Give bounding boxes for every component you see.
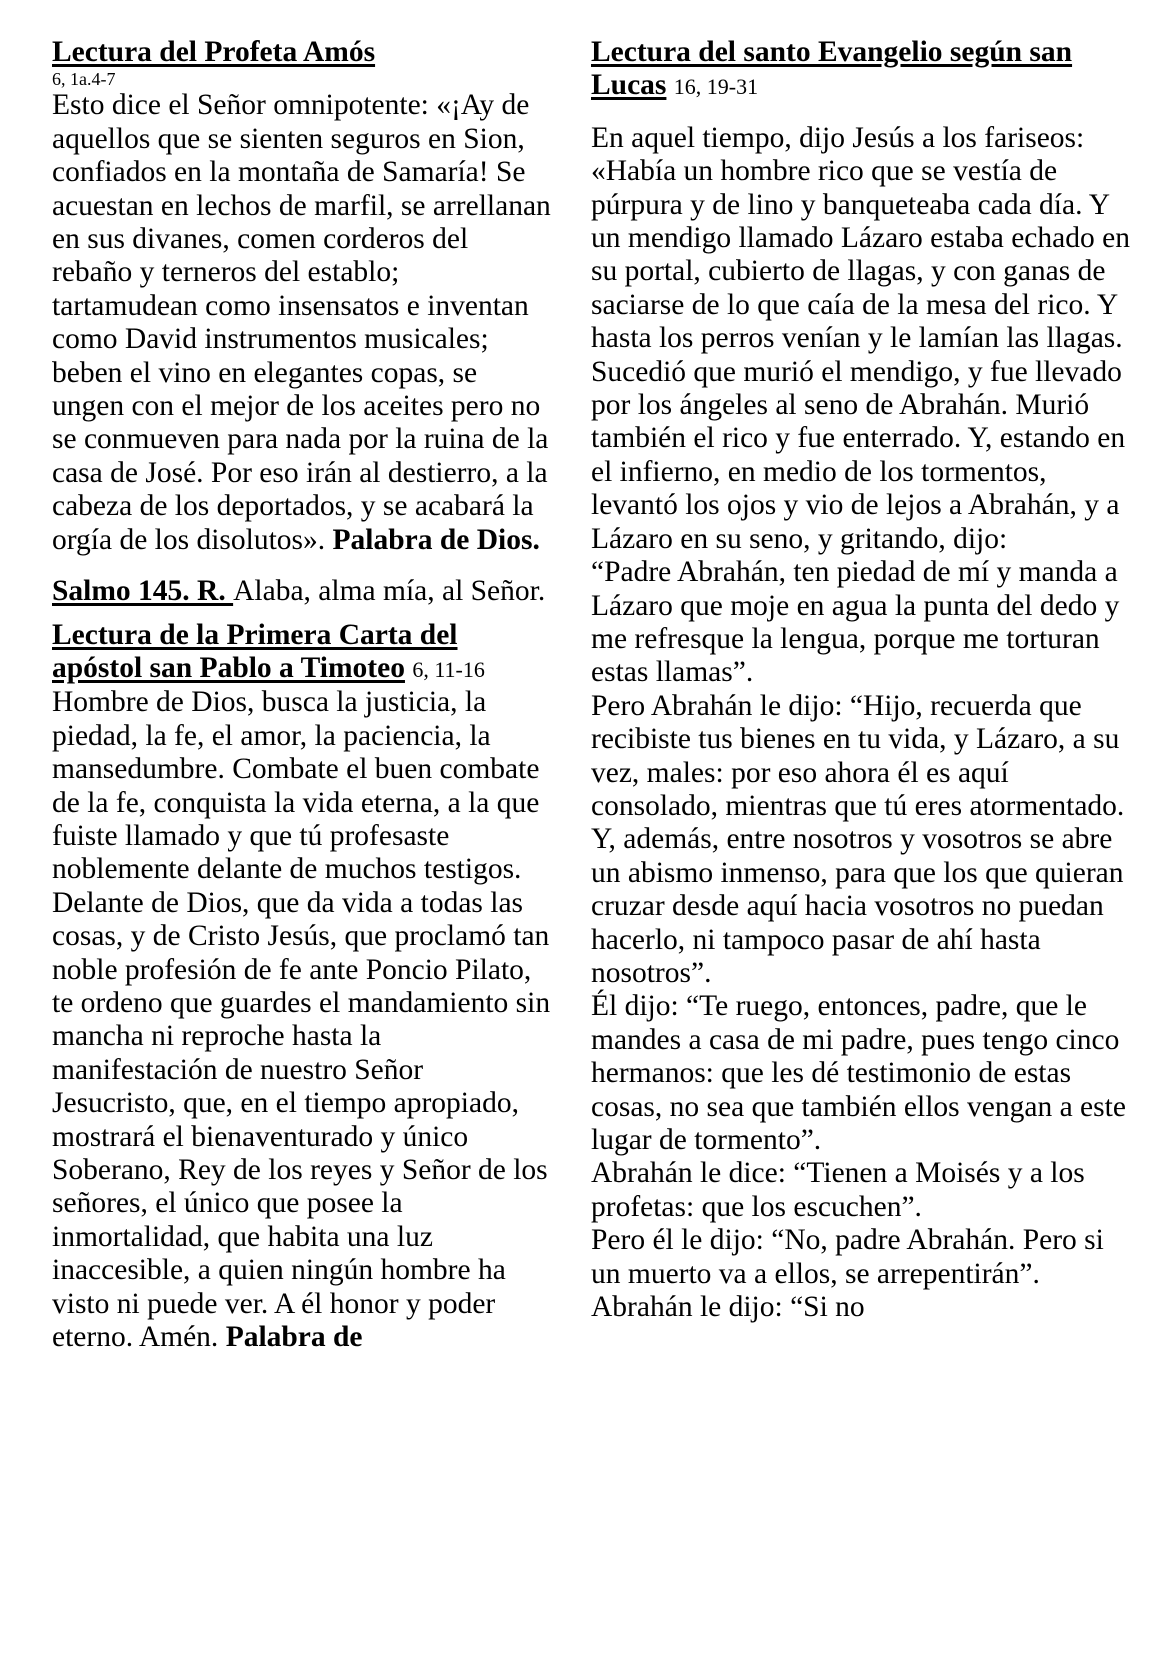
left-column bbox=[52, 36, 552, 1354]
psalm-block bbox=[52, 575, 552, 608]
gospel-paragraph: Abrahán le dice: “Tienen a Moisés y a los profetas: que los escuchen”. bbox=[591, 1157, 1085, 1223]
reading2-title: Lectura de la Primera Carta del apóstol san Pablo a Timoteo bbox=[52, 618, 458, 684]
gospel-paragraph: Sucedió que murió el mendigo, y fue llevado por los ángeles al seno de Abrahán. Murió también el rico y fue enterrado. Y, estando en el infierno, en medio de los tormentos, levantó los ojos y vio de lejos a Abrahán, y a Lázaro en su seno, y gritando, dijo: bbox=[591, 355, 1126, 555]
gospel-reference: 16, 19-31 bbox=[673, 74, 759, 100]
gospel-paragraph: Pero Abrahán le dijo: “Hijo, recuerda que recibiste tus bienes en tu vida, y Lázaro, a su vez, males: por eso ahora él es aquí consolado, mientras que tú eres atormentado. Y, además, entre nosotros y vosotros se abre un abismo inmenso, para que los que quieran cruzar desde aquí hacia vosotros no puedan hacerlo, ni tampoco pasar de ahí hasta nosotros”. bbox=[591, 689, 1125, 989]
gospel-paragraph: En aquel tiempo, dijo Jesús a los fariseos: «Había un hombre rico que se vestía de púrpura y de lino y banqueteaba cada día. Y un mendigo llamado Lázaro estaba echado en su portal, cubierto de llagas, y con ganas de saciarse de lo que caía de la mesa del rico. Y hasta los perros venían y le lamían las llagas. bbox=[591, 121, 1130, 355]
right-column bbox=[591, 36, 1131, 1324]
reading1-closing: Palabra de Dios. bbox=[332, 523, 540, 556]
gospel-paragraph: Pero él le dijo: “No, padre Abrahán. Pero si un muerto va a ellos, se arrepentirán”. Abrahán le dijo: “Si no bbox=[591, 1224, 1104, 1324]
reading2-reference: 6, 11-16 bbox=[412, 656, 485, 682]
psalm-response: Alaba, alma mía, al Señor. bbox=[233, 575, 546, 608]
reading1-reference: 6, 1a.4-7 bbox=[52, 69, 116, 90]
psalm-title: Salmo 145. R. bbox=[52, 575, 234, 608]
reading1-text: Esto dice el Señor omnipotente: «¡Ay de aquellos que se sienten seguros en Sion, confiados en la montaña de Samaría! Se acuestan en lechos de marfil, se arrellanan en sus divanes, comen corderos del rebaño y terneros del establo; tartamudean como insensatos e inventan como David instrumentos musicales; beben el vino en elegantes copas, se ungen con el mejor de los aceites pero no se conmueven para nada por la ruina de la casa de José. Por eso irán al destierro, a la cabeza de los deportados, y se acabará la orgía de los disolutos». bbox=[52, 89, 551, 556]
gospel-title: Lectura del santo Evangelio según san Lucas bbox=[591, 36, 1073, 102]
gospel-heading bbox=[591, 36, 1131, 104]
reading1-title: Lectura del Profeta Amós bbox=[52, 36, 376, 68]
reading2-text: Hombre de Dios, busca la justicia, la piedad, la fe, el amor, la paciencia, la mansedumbre. Combate el buen combate de la fe, conquista la vida eterna, a la que fuiste llamado y que tú profesaste noblemente delante de muchos testigos. Delante de Dios, que da vida a todas las cosas, y de Cristo Jesús, que proclamó tan noble profesión de fe ante Poncio Pilato, te ordeno que guardes el mandamiento sin mancha ni reproche hasta la manifestación de nuestro Señor Jesucristo, que, en el tiempo apropiado, mostrará el bienaventurado y único Soberano, Rey de los reyes y Señor de los señores, el único que posee la inmortalidad, que habita una luz inaccesible, a quien ningún hombre ha visto ni puede ver. A él honor y poder eterno. Amén. bbox=[52, 686, 551, 1354]
reading1-block bbox=[52, 36, 552, 557]
gospel-paragraph: Él dijo: “Te ruego, entonces, padre, que le mandes a casa de mi padre, pues tengo cinco hermanos: que les dé testimonio de estas cosas, no sea que también ellos vengan a este lugar de tormento”. bbox=[591, 990, 1126, 1156]
gospel-paragraph: “Padre Abrahán, ten piedad de mí y manda a Lázaro que moje en agua la punta del dedo y me refresque la lengua, porque me torturan estas llamas”. bbox=[591, 556, 1120, 689]
reading2-closing: Palabra de bbox=[225, 1321, 363, 1354]
reading2-block bbox=[52, 619, 552, 1355]
